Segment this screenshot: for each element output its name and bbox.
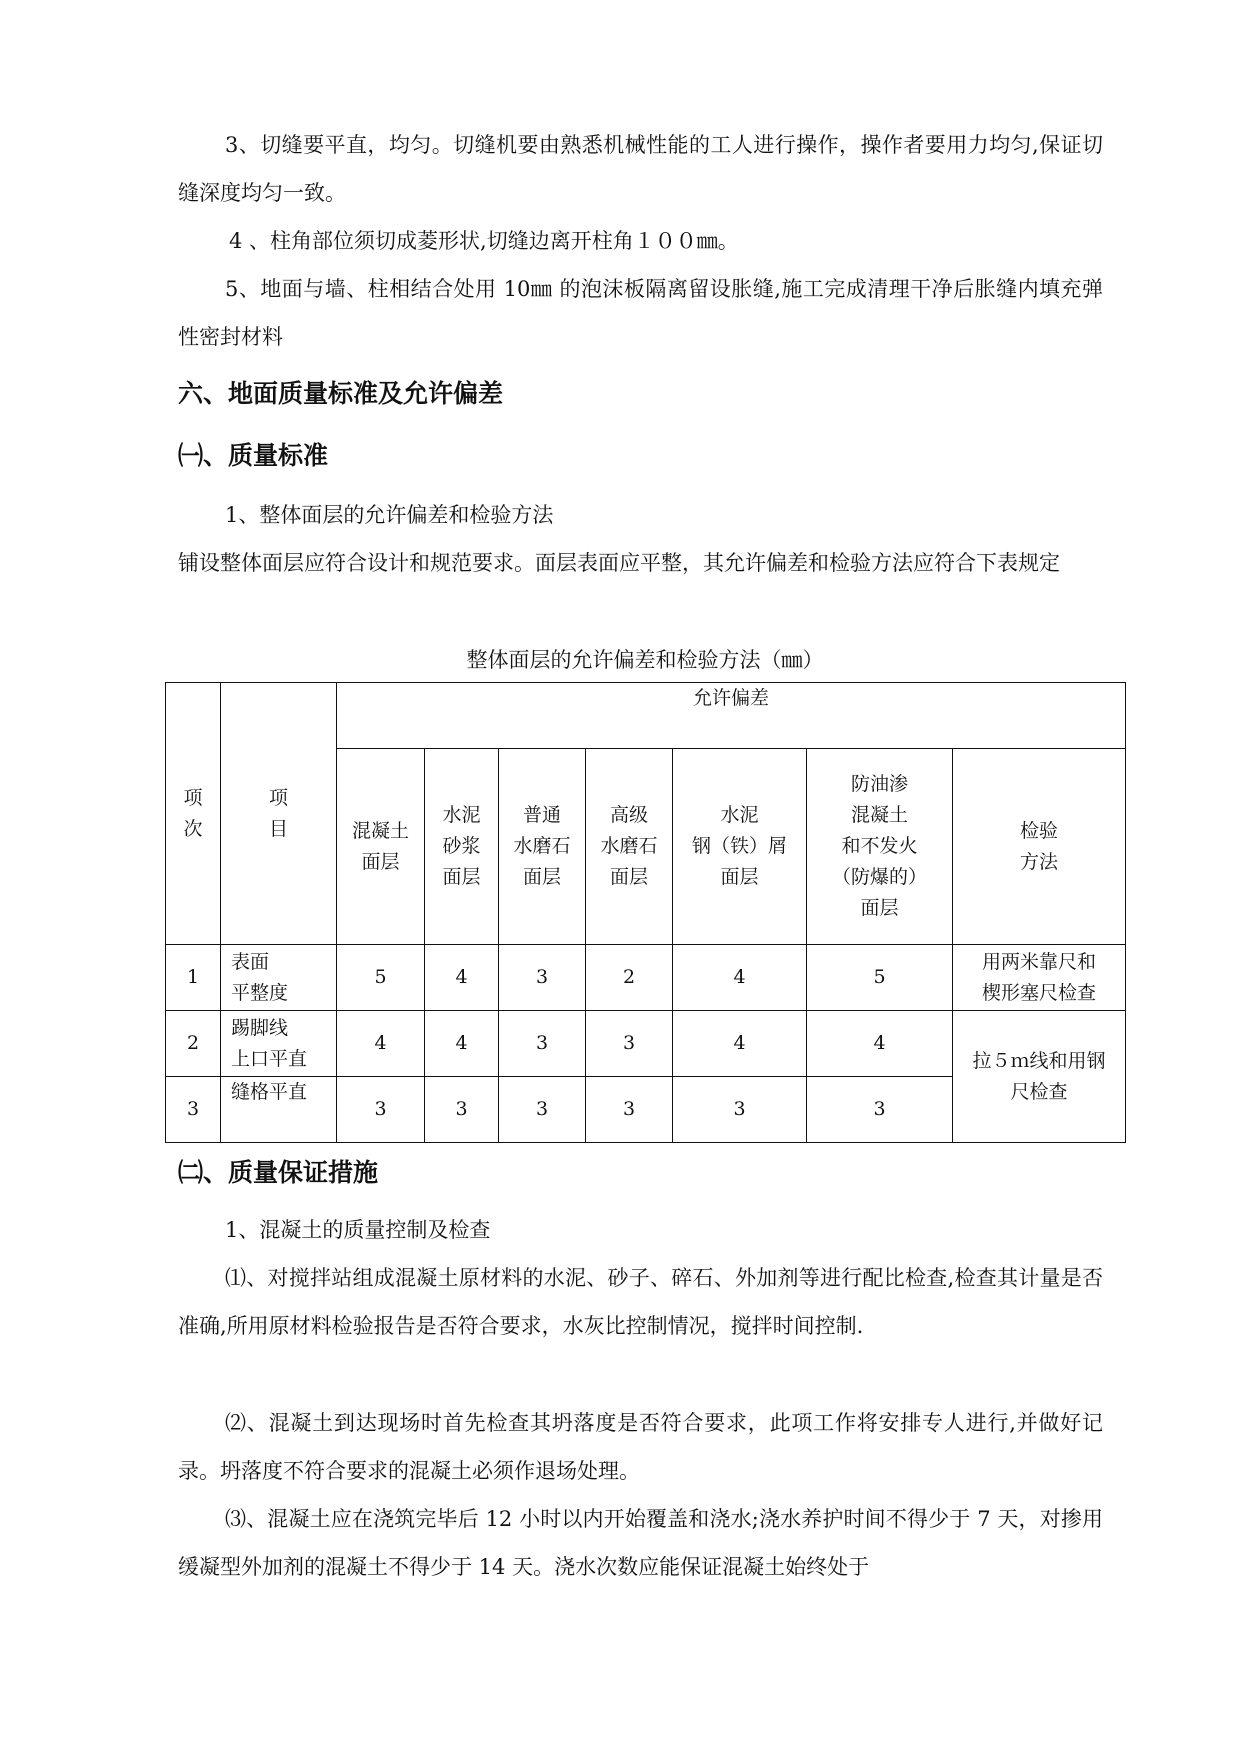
- item-2-title: 1、混凝土的质量控制及检查: [225, 1218, 491, 1242]
- item-1-title: 1、整体面层的允许偏差和检验方法: [225, 503, 554, 527]
- table-header-row: [166, 683, 1126, 749]
- paragraph-column-corner: 4 、柱角部位须切成菱形状,切缝边离开柱角１００㎜。: [229, 229, 739, 253]
- row-value: 5: [337, 945, 425, 1011]
- header-method: 检验 方法: [953, 749, 1126, 945]
- row-method: 拉５ｍ线和用钢 尺检查: [953, 1011, 1126, 1143]
- table-row: [166, 1011, 1126, 1077]
- header-col-steel-chip: 水泥 钢（铁）屑 面层: [673, 749, 807, 945]
- row-value: 3: [499, 1011, 586, 1077]
- row-value: 4: [425, 1011, 499, 1077]
- row-index: 3: [166, 1077, 221, 1143]
- header-col-concrete: 混凝土 面层: [337, 749, 425, 945]
- row-value: 3: [586, 1077, 673, 1143]
- row-value: 4: [807, 1011, 953, 1077]
- header-col-oilproof: 防油渗 混凝土 和不发火 （防爆的） 面层: [807, 749, 953, 945]
- header-col-premium-terrazzo: 高级 水磨石 面层: [586, 749, 673, 945]
- row-method: 用两米靠尺和 楔形塞尺检查: [953, 945, 1126, 1011]
- item-1-text: 铺设整体面层应符合设计和规范要求。面层表面应平整，其允许偏差和检验方法应符合下表规定: [178, 551, 1060, 575]
- header-item: 项 目: [221, 683, 337, 945]
- row-item: 踢脚线 上口平直: [221, 1011, 337, 1077]
- subsection-quality-standard: ㈠、质量标准: [178, 441, 329, 470]
- row-item: 缝格平直: [221, 1077, 337, 1143]
- row-value: 4: [425, 945, 499, 1011]
- row-value: 3: [499, 945, 586, 1011]
- header-col-terrazzo: 普通 水磨石 面层: [499, 749, 586, 945]
- paragraph-expansion-joint: 5、地面与墙、柱相结合处用 10㎜ 的泡沫板隔离留设胀缝,施工完成清理干净后胀缝内填充弹性密封材料: [178, 277, 1103, 349]
- subsection-quality-assurance: ㈡、质量保证措施: [178, 1158, 379, 1187]
- row-value: 4: [673, 945, 807, 1011]
- row-value: 3: [807, 1077, 953, 1143]
- header-index: 项 次: [166, 683, 221, 945]
- row-index: 2: [166, 1011, 221, 1077]
- row-value: 4: [337, 1011, 425, 1077]
- row-value: 3: [499, 1077, 586, 1143]
- row-value: 3: [337, 1077, 425, 1143]
- row-value: 5: [807, 945, 953, 1011]
- header-col-mortar: 水泥 砂浆 面层: [425, 749, 499, 945]
- row-index: 1: [166, 945, 221, 1011]
- row-item: 表面 平整度: [221, 945, 337, 1011]
- table-caption: 整体面层的允许偏差和检验方法（㎜）: [466, 648, 824, 672]
- table-row: [166, 945, 1126, 1011]
- row-value: 3: [586, 1011, 673, 1077]
- section-title: 六、地面质量标准及允许偏差: [178, 379, 504, 408]
- row-value: 4: [673, 1011, 807, 1077]
- row-value: 3: [673, 1077, 807, 1143]
- deviation-table: [165, 682, 1126, 1143]
- paragraph-curing: ⑶、混凝土应在浇筑完毕后 12 小时以内开始覆盖和浇水;浇水养护时间不得少于 7 天，对掺用缓凝型外加剂的混凝土不得少于 14 天。浇水次数应能保证混凝土始终处于: [178, 1507, 1103, 1579]
- row-value: 2: [586, 945, 673, 1011]
- header-allowed-deviation: 允许偏差: [337, 683, 1126, 749]
- paragraph-slump-check: ⑵、混凝土到达现场时首先检查其坍落度是否符合要求，此项工作将安排专人进行,并做好记录。坍落度不符合要求的混凝土必须作退场处理。: [178, 1411, 1103, 1483]
- row-value: 3: [425, 1077, 499, 1143]
- paragraph-cut-straight: 3、切缝要平直，均匀。切缝机要由熟悉机械性能的工人进行操作，操作者要用力均匀,保证切缝深度均匀一致。: [178, 133, 1103, 205]
- paragraph-material-check: ⑴、对搅拌站组成混凝土原材料的水泥、砂子、碎石、外加剂等进行配比检查,检查其计量是否准确,所用原材料检验报告是否符合要求，水灰比控制情况，搅拌时间控制.: [178, 1266, 1103, 1338]
